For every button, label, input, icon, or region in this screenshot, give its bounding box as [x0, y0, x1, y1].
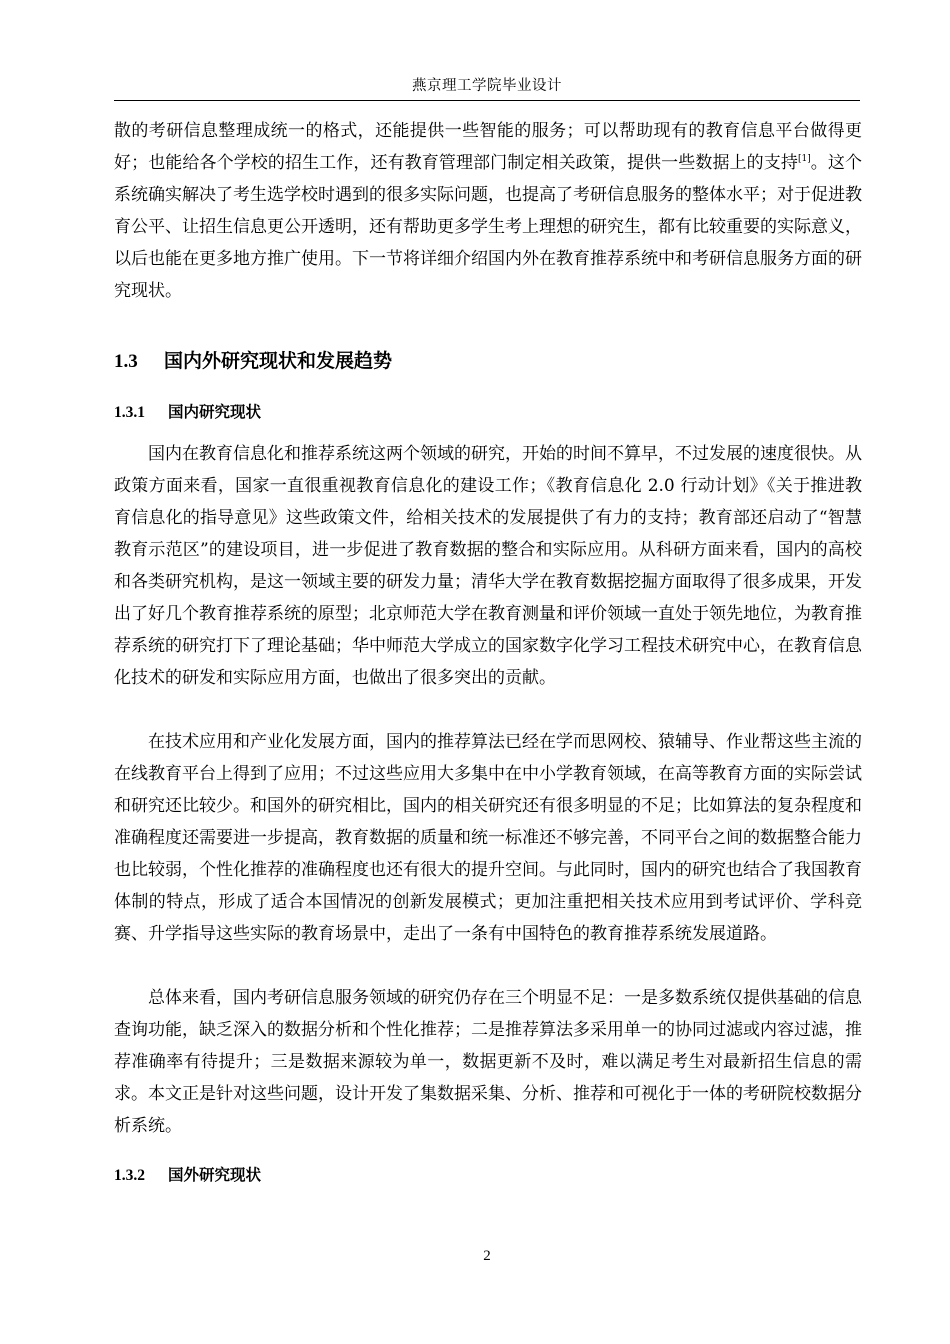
section-heading-1-3	[114, 344, 392, 379]
citation-ref[interactable]: [1]	[797, 154, 811, 164]
subsection-heading-1-3-2	[114, 1162, 261, 1189]
intro-text-part-a: 散的考研信息整理成统一的格式，还能提供一些智能的服务；可以帮助现有的教育信息平台做得更好；也能给各个学校的招生工作，还有教育管理部门制定相关政策，提供一些数据上的支持	[114, 121, 862, 173]
running-header: 燕京理工学院毕业设计	[412, 78, 562, 94]
body-paragraph: 总体来看，国内考研信息服务领域的研究仍存在三个明显不足：一是多数系统仅提供基础的信息查询功能，缺乏深入的数据分析和个性化推荐；二是推荐算法多采用单一的协同过滤或内容过滤，推荐准确率有待提升；三是数据来源较为单一，数据更新不及时，难以满足考生对最新招生信息的需求。本文正是针对这些问题，设计开发了集数据采集、分析、推荐和可视化于一体的考研院校数据分析系统。	[114, 988, 862, 1136]
page-number: 2	[483, 1248, 491, 1264]
subsection-title: 国外研究现状	[168, 1166, 262, 1184]
subsection-heading-1-3-1	[114, 399, 261, 426]
body-paragraph: 在技术应用和产业化发展方面，国内的推荐算法已经在学而思网校、猿辅导、作业帮这些主流的在线教育平台上得到了应用；不过这些应用大多集中在中小学教育领域，在高等教育方面的实际尝试和研究还比较少。和国外的研究相比，国内的相关研究还有很多明显的不足；比如算法的复杂程度和准确程度还需要进一步提高，教育数据的质量和统一标准还不够完善，不同平台之间的数据整合能力也比较弱，个性化推荐的准确程度也还有很大的提升空间。与此同时，国内的研究也结合了我国教育体制的特点，形成了适合本国情况的创新发展模式；更加注重把相关技术应用到考试评价、学科竞赛、升学指导这些实际的教育场景中，走出了一条有中国特色的教育推荐系统发展道路。	[114, 732, 862, 944]
intro-paragraph	[114, 115, 862, 307]
subsection-number: 1.3.1	[114, 404, 145, 421]
intro-text-part-b: 。这个系统确实解决了考生选学校时遇到的很多实际问题，也提高了考研信息服务的整体水平；对于促进教育公平、让招生信息更公开透明，还有帮助更多学生考上理想的研究生，都有比较重要的实际意义，以后也能在更多地方推广使用。下一节将详细介绍国内外在教育推荐系统中和考研信息服务方面的研究现状。	[114, 153, 862, 301]
section-title: 国内外研究现状和发展趋势	[164, 350, 393, 372]
subsection-number: 1.3.2	[114, 1167, 145, 1184]
section-number: 1.3	[114, 351, 138, 372]
body-paragraph: 国内在教育信息化和推荐系统这两个领域的研究，开始的时间不算早，不过发展的速度很快。从政策方面来看，国家一直很重视教育信息化的建设工作；《教育信息化 2.0 行动计划》《关于推进教育信息化的指导意见》这些政策文件，给相关技术的发展提供了有力的支持；教育部还启动了“智慧教育示范区”的建设项目，进一步促进了教育数据的整合和实际应用。从科研方面来看，国内的高校和各类研究机构，是这一领域主要的研发力量；清华大学在教育数据挖掘方面取得了很多成果，开发出了好几个教育推荐系统的原型；北京师范大学在教育测量和评价领域一直处于领先地位，为教育推荐系统的研究打下了理论基础；华中师范大学成立的国家数字化学习工程技术研究中心，在教育信息化技术的研发和实际应用方面，也做出了很多突出的贡献。	[114, 444, 862, 688]
subsection-title: 国内研究现状	[168, 403, 262, 421]
header-rule	[114, 100, 860, 101]
